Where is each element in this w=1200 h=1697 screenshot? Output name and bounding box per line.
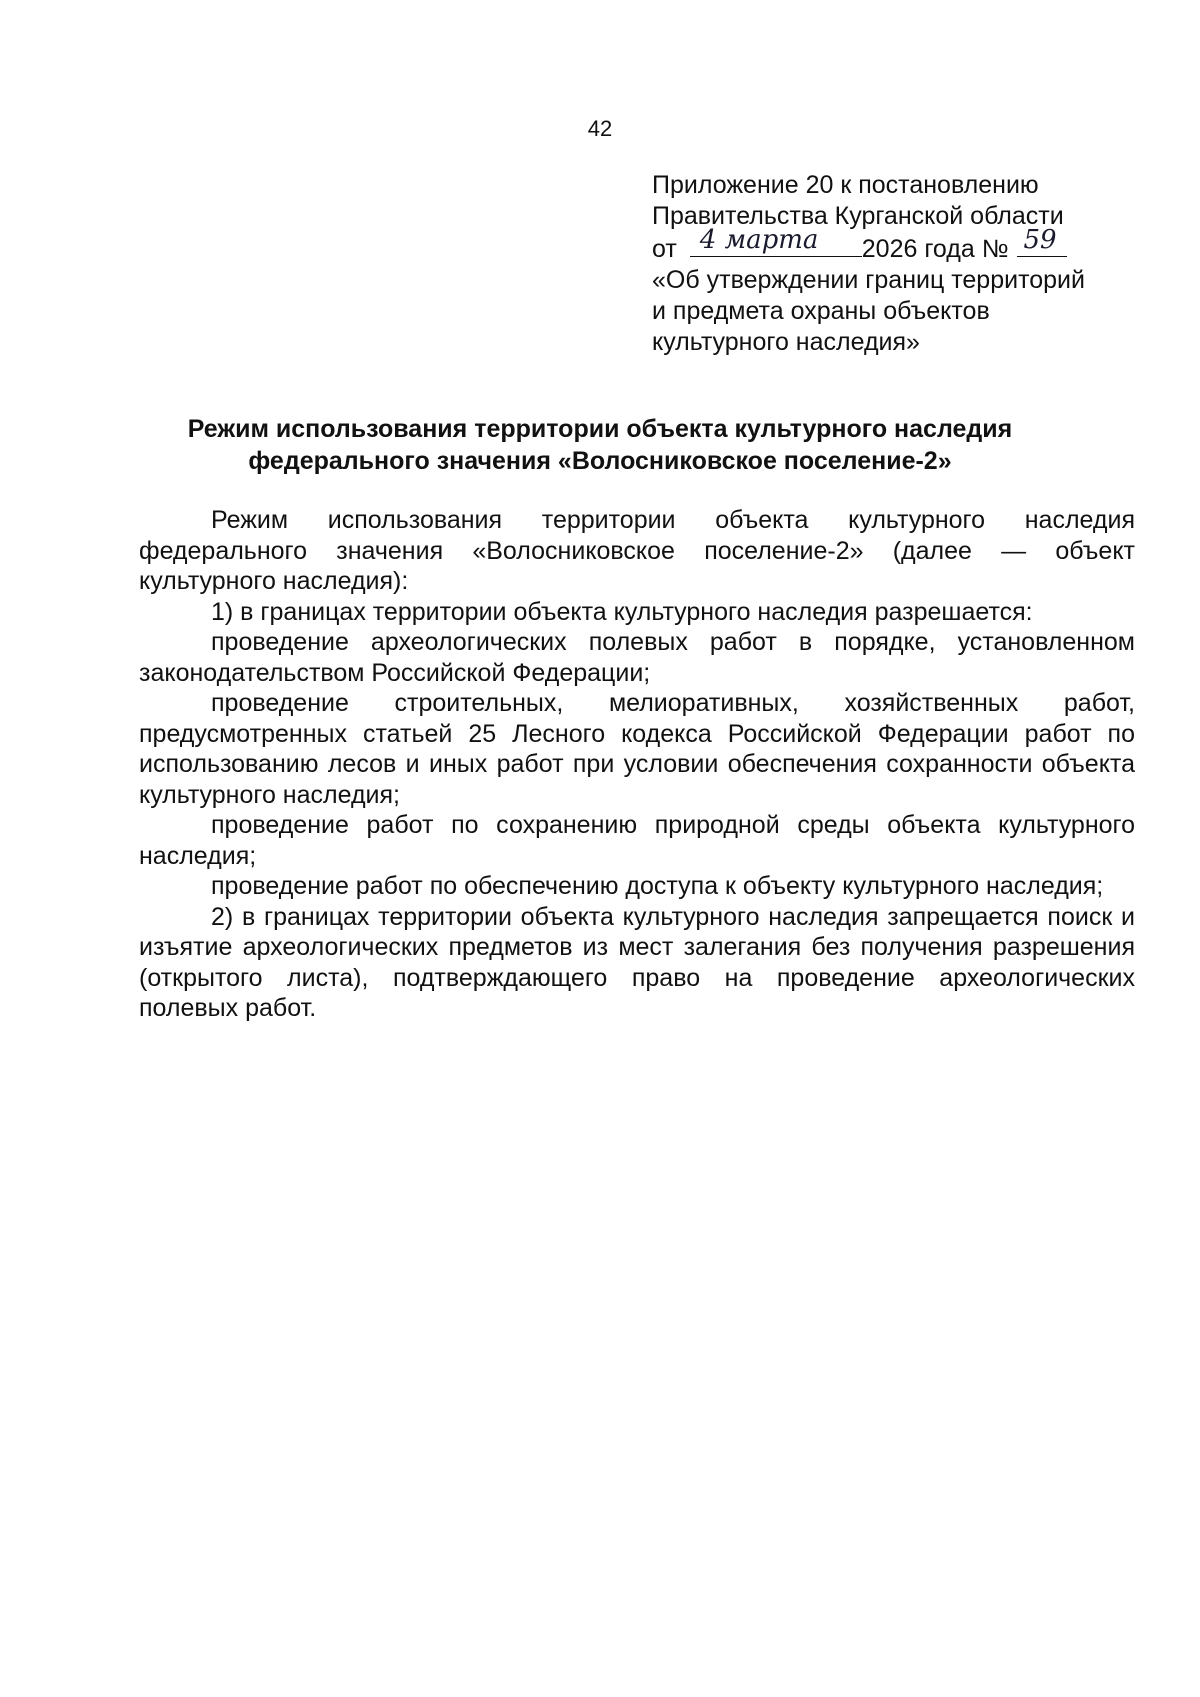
body-paragraph-4: проведение строительных, мелиоративных, хозяйственных работ, предусмотренных статьей 25 Лесного кодекса Российской Федерации работ по использованию лесов и иных работ при условии обеспечения сохранности объекта культурного наследия; [139,689,1135,809]
appendix-line-1: Приложение 20 к постановлению [652,171,1039,199]
title-line-1: Режим использования территории объекта культурного наследия [187,415,1013,443]
body-paragraph-5: проведение работ по сохранению природной среды объекта культурного наследия; [139,811,1135,870]
number-blank [1017,225,1067,257]
appendix-line-4: «Об утверждении границ территорий [652,266,1085,294]
appendix-line-2: Правительства Курганской области [652,202,1064,230]
body-paragraph-2: 1) в границах территории объекта культурного наследия разрешается: [211,597,1033,626]
body-paragraph-6: проведение работ по обеспечению доступа к объекту культурного наследия; [211,872,1104,900]
from-label: от [652,235,677,263]
appendix-date-line [652,225,1132,265]
body-paragraph-3: проведение археологических полевых работ в порядке, установленном законодательством Российской Федерации; [139,628,1135,687]
handwritten-number: 59 [1023,225,1057,255]
date-blank [690,225,862,257]
page-number: 42 [587,116,613,141]
body-paragraph-7: 2) в границах территории объекта культурного наследия запрещается поиск и изъятие археологических предметов из мест залегания без получения разрешения (открытого листа), подтверждающего право на проведение археологических полевых работ. [139,902,1135,1022]
year-label: 2026 года № [861,235,1009,263]
appendix-line-6: культурного наследия» [652,328,920,356]
title-line-2: федерального значения «Волосниковское поселение-2» [248,447,952,475]
document-body [139,505,1135,1024]
appendix-line-5: и предмета охраны объектов [652,297,990,325]
document-title [120,413,1080,477]
appendix-header [652,170,1132,358]
body-paragraph-1: Режим использования территории объекта культурного наследия федерального значения «Волосниковское поселение-2» (далее — объект культурного наследия): [139,506,1135,595]
handwritten-date: 4 марта [699,225,819,255]
